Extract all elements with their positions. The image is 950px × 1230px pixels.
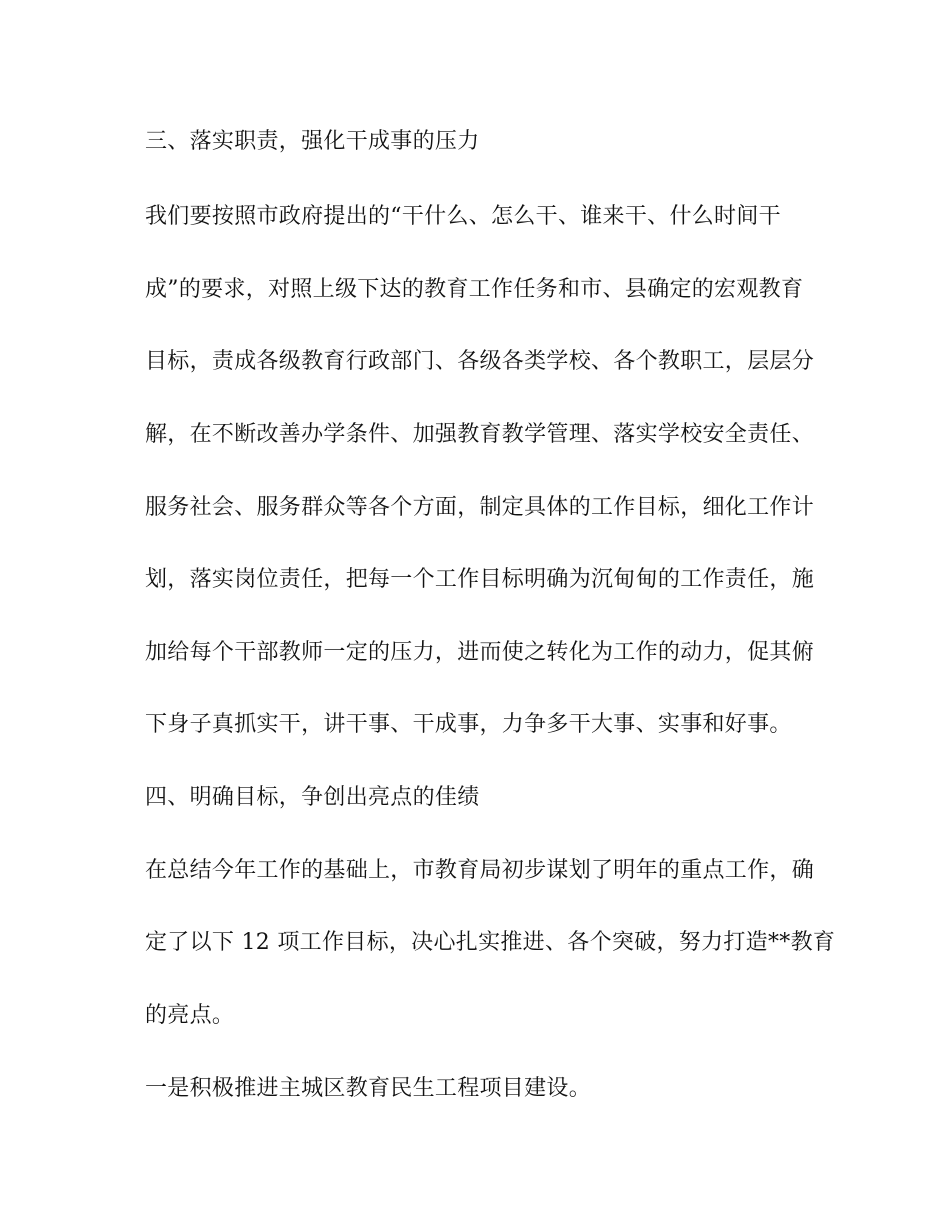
paragraph-line: 加给每个干部教师一定的压力，进而使之转化为工作的动力，促其俯 — [145, 640, 815, 665]
paragraph-line: 下身子真抓实干，讲干事、干成事，力争多干大事、实事和好事。 — [145, 712, 792, 737]
paragraph-line: 的亮点。 — [145, 1003, 235, 1028]
paragraph-line: 定了以下 12 项工作目标，决心扎实推进、各个突破，努力打造**教育 — [145, 930, 836, 955]
paragraph-line: 在总结今年工作的基础上，市教育局初步谋划了明年的重点工作，确 — [145, 858, 815, 883]
paragraph-line: 服务社会、服务群众等各个方面，制定具体的工作目标，细化工作计 — [145, 495, 815, 520]
list-item-line: 一是积极推进主城区教育民生工程项目建设。 — [145, 1076, 592, 1101]
paragraph-line: 解，在不断改善办学条件、加强教育教学管理、落实学校安全责任、 — [145, 422, 815, 447]
section-heading-4: 四、明确目标，争创出亮点的佳绩 — [145, 785, 480, 810]
paragraph-line: 划，落实岗位责任，把每一个工作目标明确为沉甸甸的工作责任，施 — [145, 567, 815, 592]
section-heading-3: 三、落实职责，强化干成事的压力 — [145, 129, 480, 154]
paragraph-line: 我们要按照市政府提出的“干什么、怎么干、谁来干、什么时间干 — [145, 204, 781, 229]
paragraph-line: 目标，责成各级教育行政部门、各级各类学校、各个教职工，层层分 — [145, 349, 815, 374]
paragraph-line: 成”的要求，对照上级下达的教育工作任务和市、县确定的宏观教育 — [145, 277, 804, 302]
